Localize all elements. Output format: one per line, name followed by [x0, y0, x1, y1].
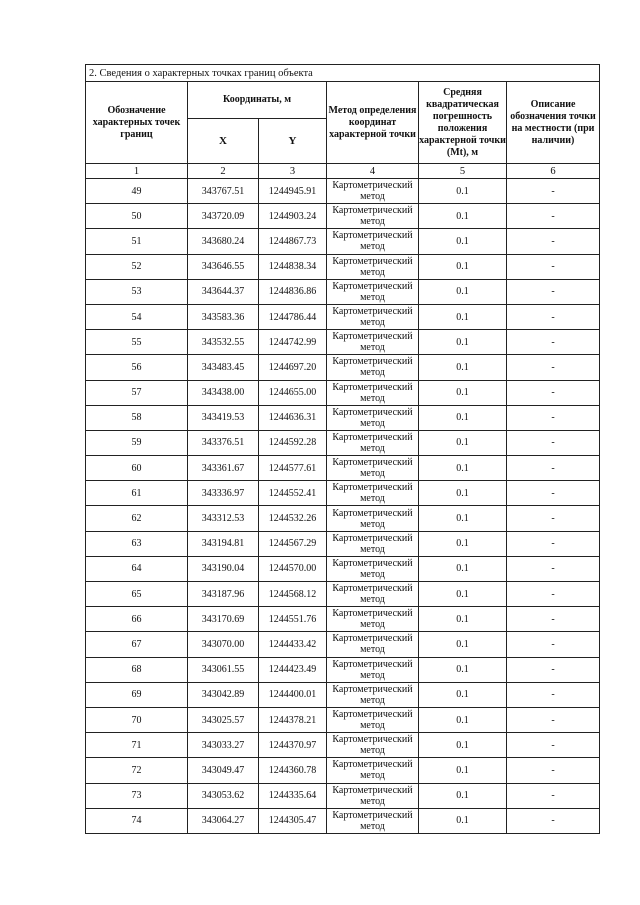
x-coordinate-cell: 343583.36 — [188, 304, 259, 329]
method-cell: Картометрический метод — [327, 707, 419, 732]
table-row — [86, 682, 600, 707]
y-coordinate-cell: 1244655.00 — [259, 380, 327, 405]
x-coordinate-cell: 343767.51 — [188, 179, 259, 204]
x-coordinate-cell: 343061.55 — [188, 657, 259, 682]
point-designation-cell: 49 — [86, 179, 188, 204]
point-designation-cell: 64 — [86, 556, 188, 581]
method-cell: Картометрический метод — [327, 657, 419, 682]
x-coordinate-cell: 343376.51 — [188, 430, 259, 455]
x-coordinate-cell: 343438.00 — [188, 380, 259, 405]
method-cell: Картометрический метод — [327, 229, 419, 254]
description-cell: - — [507, 783, 600, 808]
description-cell: - — [507, 304, 600, 329]
y-coordinate-cell: 1244552.41 — [259, 481, 327, 506]
point-designation-cell: 63 — [86, 531, 188, 556]
method-cell: Картометрический метод — [327, 808, 419, 833]
accuracy-cell: 0.1 — [419, 733, 507, 758]
method-cell: Картометрический метод — [327, 355, 419, 380]
y-coordinate-cell: 1244838.34 — [259, 254, 327, 279]
x-coordinate-cell: 343187.96 — [188, 582, 259, 607]
x-coordinate-cell: 343336.97 — [188, 481, 259, 506]
column-number: 6 — [507, 164, 600, 179]
method-cell: Картометрический метод — [327, 733, 419, 758]
description-cell: - — [507, 607, 600, 632]
column-number: 5 — [419, 164, 507, 179]
y-coordinate-cell: 1244570.00 — [259, 556, 327, 581]
table-row — [86, 481, 600, 506]
point-designation-cell: 58 — [86, 405, 188, 430]
description-cell: - — [507, 279, 600, 304]
accuracy-cell: 0.1 — [419, 304, 507, 329]
method-cell: Картометрический метод — [327, 380, 419, 405]
y-coordinate-cell: 1244433.42 — [259, 632, 327, 657]
accuracy-cell: 0.1 — [419, 481, 507, 506]
accuracy-cell: 0.1 — [419, 456, 507, 481]
header-y: Y — [259, 119, 327, 164]
column-number: 4 — [327, 164, 419, 179]
description-cell: - — [507, 632, 600, 657]
x-coordinate-cell: 343646.55 — [188, 254, 259, 279]
method-cell: Картометрический метод — [327, 430, 419, 455]
point-designation-cell: 51 — [86, 229, 188, 254]
point-designation-cell: 62 — [86, 506, 188, 531]
table-row — [86, 456, 600, 481]
y-coordinate-cell: 1244945.91 — [259, 179, 327, 204]
method-cell: Картометрический метод — [327, 783, 419, 808]
description-cell: - — [507, 254, 600, 279]
point-designation-cell: 69 — [86, 682, 188, 707]
x-coordinate-cell: 343070.00 — [188, 632, 259, 657]
description-cell: - — [507, 330, 600, 355]
method-cell: Картометрический метод — [327, 279, 419, 304]
y-coordinate-cell: 1244592.28 — [259, 430, 327, 455]
accuracy-cell: 0.1 — [419, 607, 507, 632]
x-coordinate-cell: 343419.53 — [188, 405, 259, 430]
y-coordinate-cell: 1244370.97 — [259, 733, 327, 758]
y-coordinate-cell: 1244568.12 — [259, 582, 327, 607]
accuracy-cell: 0.1 — [419, 506, 507, 531]
accuracy-cell: 0.1 — [419, 582, 507, 607]
accuracy-cell: 0.1 — [419, 682, 507, 707]
y-coordinate-cell: 1244867.73 — [259, 229, 327, 254]
method-cell: Картометрический метод — [327, 682, 419, 707]
accuracy-cell: 0.1 — [419, 808, 507, 833]
point-designation-cell: 66 — [86, 607, 188, 632]
y-coordinate-cell: 1244400.01 — [259, 682, 327, 707]
column-number: 3 — [259, 164, 327, 179]
description-cell: - — [507, 204, 600, 229]
description-cell: - — [507, 582, 600, 607]
y-coordinate-cell: 1244577.61 — [259, 456, 327, 481]
point-designation-cell: 50 — [86, 204, 188, 229]
description-cell: - — [507, 707, 600, 732]
y-coordinate-cell: 1244360.78 — [259, 758, 327, 783]
method-cell: Картометрический метод — [327, 405, 419, 430]
boundary-points-table — [85, 64, 600, 834]
y-coordinate-cell: 1244551.76 — [259, 607, 327, 632]
method-cell: Картометрический метод — [327, 582, 419, 607]
method-cell: Картометрический метод — [327, 330, 419, 355]
accuracy-cell: 0.1 — [419, 657, 507, 682]
accuracy-cell: 0.1 — [419, 229, 507, 254]
accuracy-cell: 0.1 — [419, 758, 507, 783]
point-designation-cell: 67 — [86, 632, 188, 657]
point-designation-cell: 72 — [86, 758, 188, 783]
point-designation-cell: 53 — [86, 279, 188, 304]
point-designation-cell: 60 — [86, 456, 188, 481]
header-x: X — [188, 119, 259, 164]
accuracy-cell: 0.1 — [419, 430, 507, 455]
x-coordinate-cell: 343644.37 — [188, 279, 259, 304]
point-designation-cell: 74 — [86, 808, 188, 833]
accuracy-cell: 0.1 — [419, 355, 507, 380]
table-row — [86, 707, 600, 732]
accuracy-cell: 0.1 — [419, 279, 507, 304]
description-cell: - — [507, 430, 600, 455]
y-coordinate-cell: 1244335.64 — [259, 783, 327, 808]
point-designation-cell: 70 — [86, 707, 188, 732]
x-coordinate-cell: 343033.27 — [188, 733, 259, 758]
x-coordinate-cell: 343483.45 — [188, 355, 259, 380]
method-cell: Картометрический метод — [327, 204, 419, 229]
description-cell: - — [507, 456, 600, 481]
x-coordinate-cell: 343053.62 — [188, 783, 259, 808]
table-body — [86, 179, 600, 834]
method-cell: Картометрический метод — [327, 632, 419, 657]
table-row — [86, 733, 600, 758]
point-designation-cell: 52 — [86, 254, 188, 279]
table-row — [86, 355, 600, 380]
accuracy-cell: 0.1 — [419, 179, 507, 204]
table-row — [86, 204, 600, 229]
x-coordinate-cell: 343170.69 — [188, 607, 259, 632]
description-cell: - — [507, 682, 600, 707]
column-number: 2 — [188, 164, 259, 179]
table-row — [86, 179, 600, 204]
table-row — [86, 279, 600, 304]
y-coordinate-cell: 1244532.26 — [259, 506, 327, 531]
point-designation-cell: 55 — [86, 330, 188, 355]
point-designation-cell: 73 — [86, 783, 188, 808]
accuracy-cell: 0.1 — [419, 380, 507, 405]
method-cell: Картометрический метод — [327, 481, 419, 506]
point-designation-cell: 65 — [86, 582, 188, 607]
table-row — [86, 405, 600, 430]
table-row — [86, 808, 600, 833]
y-coordinate-cell: 1244836.86 — [259, 279, 327, 304]
table-row — [86, 607, 600, 632]
accuracy-cell: 0.1 — [419, 632, 507, 657]
method-cell: Картометрический метод — [327, 758, 419, 783]
y-coordinate-cell: 1244423.49 — [259, 657, 327, 682]
table-row — [86, 506, 600, 531]
description-cell: - — [507, 481, 600, 506]
description-cell: - — [507, 657, 600, 682]
table-row — [86, 430, 600, 455]
y-coordinate-cell: 1244786.44 — [259, 304, 327, 329]
table-row — [86, 380, 600, 405]
point-designation-cell: 59 — [86, 430, 188, 455]
x-coordinate-cell: 343049.47 — [188, 758, 259, 783]
table-row — [86, 758, 600, 783]
method-cell: Картометрический метод — [327, 304, 419, 329]
y-coordinate-cell: 1244567.29 — [259, 531, 327, 556]
header-method: Метод определения координат характерной точки — [327, 82, 419, 164]
x-coordinate-cell: 343064.27 — [188, 808, 259, 833]
y-coordinate-cell: 1244742.99 — [259, 330, 327, 355]
accuracy-cell: 0.1 — [419, 556, 507, 581]
accuracy-cell: 0.1 — [419, 783, 507, 808]
point-designation-cell: 71 — [86, 733, 188, 758]
table-row — [86, 657, 600, 682]
description-cell: - — [507, 531, 600, 556]
method-cell: Картометрический метод — [327, 607, 419, 632]
accuracy-cell: 0.1 — [419, 204, 507, 229]
y-coordinate-cell: 1244378.21 — [259, 707, 327, 732]
header-accuracy: Средняя квадратическая погрешность положения характерной точки (Mt), м — [419, 82, 507, 164]
header-coordinates: Координаты, м — [188, 82, 327, 119]
description-cell: - — [507, 556, 600, 581]
x-coordinate-cell: 343720.09 — [188, 204, 259, 229]
header-description: Описание обозначения точки на местности (при наличии) — [507, 82, 600, 164]
description-cell: - — [507, 758, 600, 783]
accuracy-cell: 0.1 — [419, 330, 507, 355]
x-coordinate-cell: 343532.55 — [188, 330, 259, 355]
column-numbers-row — [86, 164, 600, 179]
x-coordinate-cell: 343194.81 — [188, 531, 259, 556]
point-designation-cell: 56 — [86, 355, 188, 380]
table-row — [86, 632, 600, 657]
method-cell: Картометрический метод — [327, 531, 419, 556]
accuracy-cell: 0.1 — [419, 405, 507, 430]
header-point-designation: Обозначение характерных точек границ — [86, 82, 188, 164]
y-coordinate-cell: 1244697.20 — [259, 355, 327, 380]
description-cell: - — [507, 733, 600, 758]
table-row — [86, 531, 600, 556]
point-designation-cell: 54 — [86, 304, 188, 329]
method-cell: Картометрический метод — [327, 254, 419, 279]
description-cell: - — [507, 179, 600, 204]
x-coordinate-cell: 343042.89 — [188, 682, 259, 707]
method-cell: Картометрический метод — [327, 556, 419, 581]
section-title: 2. Сведения о характерных точках границ объекта — [86, 65, 600, 82]
table-row — [86, 330, 600, 355]
accuracy-cell: 0.1 — [419, 707, 507, 732]
description-cell: - — [507, 355, 600, 380]
accuracy-cell: 0.1 — [419, 531, 507, 556]
method-cell: Картометрический метод — [327, 179, 419, 204]
point-designation-cell: 57 — [86, 380, 188, 405]
table-row — [86, 229, 600, 254]
description-cell: - — [507, 380, 600, 405]
y-coordinate-cell: 1244903.24 — [259, 204, 327, 229]
x-coordinate-cell: 343361.67 — [188, 456, 259, 481]
column-number: 1 — [86, 164, 188, 179]
y-coordinate-cell: 1244305.47 — [259, 808, 327, 833]
table-row — [86, 783, 600, 808]
x-coordinate-cell: 343680.24 — [188, 229, 259, 254]
point-designation-cell: 68 — [86, 657, 188, 682]
description-cell: - — [507, 229, 600, 254]
method-cell: Картометрический метод — [327, 506, 419, 531]
table-row — [86, 556, 600, 581]
x-coordinate-cell: 343025.57 — [188, 707, 259, 732]
description-cell: - — [507, 405, 600, 430]
description-cell: - — [507, 808, 600, 833]
x-coordinate-cell: 343190.04 — [188, 556, 259, 581]
accuracy-cell: 0.1 — [419, 254, 507, 279]
table-row — [86, 304, 600, 329]
method-cell: Картометрический метод — [327, 456, 419, 481]
x-coordinate-cell: 343312.53 — [188, 506, 259, 531]
table-row — [86, 254, 600, 279]
description-cell: - — [507, 506, 600, 531]
point-designation-cell: 61 — [86, 481, 188, 506]
y-coordinate-cell: 1244636.31 — [259, 405, 327, 430]
table-row — [86, 582, 600, 607]
